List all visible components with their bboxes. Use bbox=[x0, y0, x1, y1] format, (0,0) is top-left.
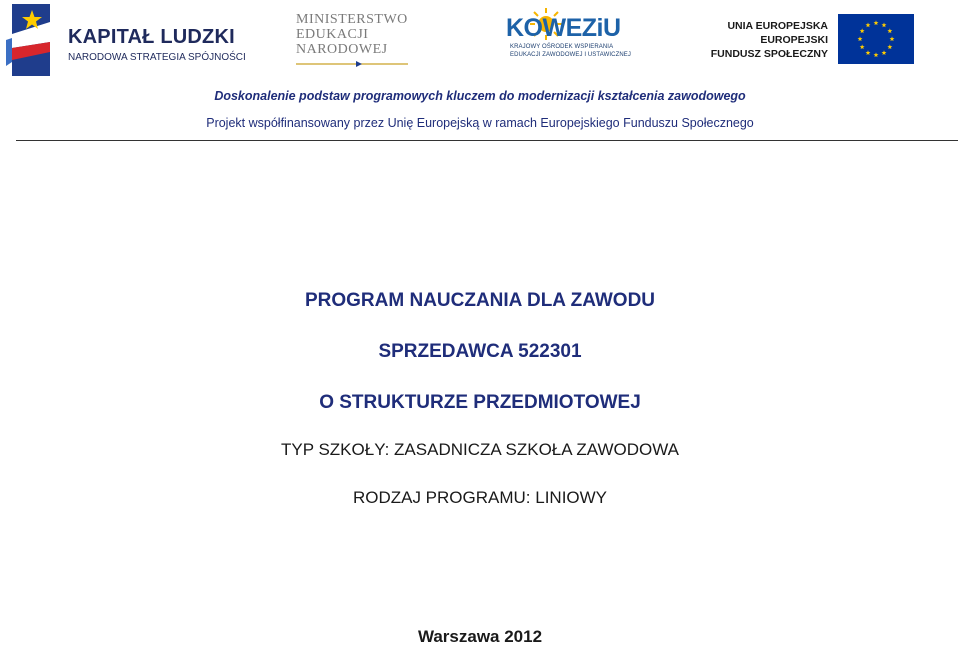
header-divider bbox=[16, 140, 958, 141]
ministry-pen-icon bbox=[296, 61, 412, 67]
project-subtitle: Projekt współfinansowany przez Unię Europejską w ramach Europejskiego Funduszu Społecznego bbox=[206, 116, 754, 130]
kapital-ludzki-subtitle: NARODOWA STRATEGIA SPÓJNOŚCI bbox=[68, 52, 246, 63]
eu-flag-icon bbox=[838, 14, 914, 64]
ministry-logo bbox=[296, 12, 416, 68]
program-kind: RODZAJ PROGRAMU: LINIOWY bbox=[352, 488, 608, 507]
eu-line-2: EUROPEJSKI bbox=[760, 34, 828, 46]
program-structure: O STRUKTURZE PRZEDMIOTOWEJ bbox=[319, 392, 641, 413]
kapital-ludzki-logo bbox=[6, 4, 246, 78]
eu-logo bbox=[710, 14, 914, 66]
eu-line-1: UNIA EUROPEJSKA bbox=[727, 20, 828, 32]
koweziu-subtitle-1: KRAJOWY OŚRODEK WSPIERANIA bbox=[510, 44, 614, 50]
eu-line-3: FUNDUSZ SPOŁECZNY bbox=[710, 48, 828, 60]
ministry-line-1: MINISTERSTWO bbox=[296, 12, 408, 27]
profession-name: SPRZEDAWCA 522301 bbox=[378, 341, 582, 362]
kapital-ludzki-emblem-icon bbox=[6, 4, 52, 78]
program-title: PROGRAM NAUCZANIA DLA ZAWODU bbox=[304, 290, 656, 311]
kapital-ludzki-title: KAPITAŁ LUDZKI bbox=[68, 26, 235, 48]
ministry-line-2: EDUKACJI bbox=[296, 27, 369, 42]
project-title: Doskonalenie podstaw programowych kluczem do modernizacji kształcenia zawodowego bbox=[214, 89, 746, 103]
place-and-year: Warszawa 2012 bbox=[417, 627, 543, 646]
ministry-line-3: NARODOWEJ bbox=[296, 42, 388, 57]
koweziu-subtitle-2: EDUKACJI ZAWODOWEJ I USTAWICZNEJ bbox=[510, 52, 631, 58]
koweziu-logo bbox=[504, 6, 631, 66]
school-type: TYP SZKOŁY: ZASADNICZA SZKOŁA ZAWODOWA bbox=[280, 440, 679, 459]
koweziu-title: KOWEZiU bbox=[506, 14, 621, 42]
